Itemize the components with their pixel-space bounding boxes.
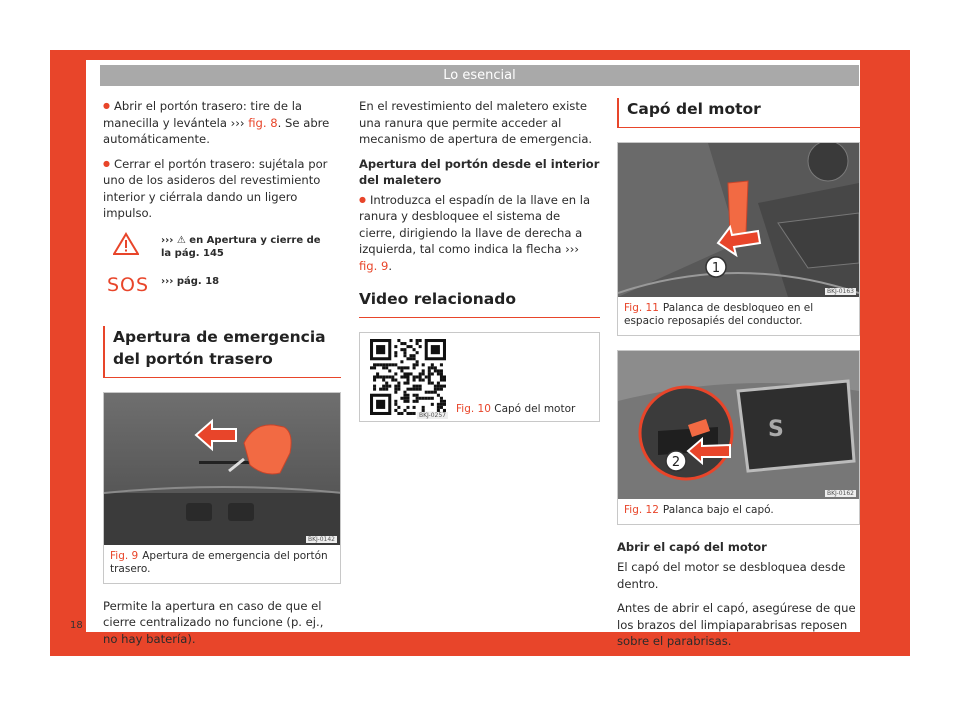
hood-para-1: El capó del motor se desbloquea desde dentro. <box>617 560 846 591</box>
emergency-para: Permite la apertura en caso de que el cierre centralizado no funcione (p. ej., no hay batería). <box>103 598 324 646</box>
fig12-photo <box>618 351 859 499</box>
subhead-open-hood: Abrir el capó del motor <box>617 540 767 554</box>
fig9-illustration <box>104 393 340 545</box>
section-title-video: Video relacionado <box>359 288 600 318</box>
column-2 <box>359 98 600 422</box>
fig9-photo <box>104 393 340 545</box>
fig12-marker: 2 <box>671 455 681 470</box>
section-title-hood: Capó del motor <box>617 98 860 128</box>
qr-code-icon[interactable] <box>370 339 446 419</box>
page-number: 18 <box>70 620 83 631</box>
figure-10 <box>359 332 600 422</box>
fig11-caption: Fig. 11 Palanca de desbloqueo en el espacio reposapiés del conductor. <box>624 302 814 327</box>
subhead-open-from-inside: Apertura del portón desde el interior del maletero <box>359 156 600 187</box>
figure-11 <box>617 142 860 336</box>
link-fig8[interactable]: fig. 8 <box>248 115 278 130</box>
fig10-code: BKJ-0257 <box>418 412 446 419</box>
link-fig9[interactable]: fig. 9 <box>359 258 389 273</box>
fig9-caption: Fig. 9 Apertura de emergencia del portón trasero. <box>110 549 328 575</box>
fig12-code: BKJ-0162 <box>826 490 854 497</box>
figure-9 <box>103 392 341 584</box>
warning-triangle-icon <box>113 232 139 256</box>
column-3 <box>617 98 860 658</box>
fig12-illustration <box>618 351 859 499</box>
fig10-caption: Fig. 10 Capó del motor <box>456 403 576 415</box>
column-1 <box>103 98 341 655</box>
warning-ref-page18[interactable]: ››› pág. 18 <box>161 275 220 287</box>
header-title: Lo esencial <box>100 65 859 86</box>
svg-text:S: S <box>768 417 784 442</box>
figure-12 <box>617 350 860 525</box>
bullet-close-tailgate: ● Cerrar el portón trasero: sujétala por uno de los asideros del revestimiento interior y ciérrala dando un ligero impulso. <box>103 156 341 222</box>
fig11-illustration <box>618 143 859 297</box>
fig11-marker: 1 <box>711 261 721 276</box>
fig9-code: BKJ-0142 <box>307 535 335 543</box>
section-title-emergency-tailgate: Apertura de emergencia del portón trasero <box>103 326 341 378</box>
bullet-insert-key: ● Introduzca el espadín de la llave en la ranura y desbloquee el sistema de cierre, dirigiendo la llave de derecha a izquierda, tal como indica la flecha ››› fig. 9. <box>359 192 600 275</box>
fig11-code: BKJ-0163 <box>826 288 854 295</box>
warning-box <box>103 232 341 306</box>
fig12-caption: Fig. 12 Palanca bajo el capó. <box>624 504 774 516</box>
trunk-slot-para: En el revestimiento del maletero existe una ranura que permite acceder al mecanismo de apertura de emergencia. <box>359 99 593 146</box>
fig11-photo <box>618 143 859 297</box>
sos-icon: SOS <box>107 273 150 296</box>
hood-para-2: Antes de abrir el capó, asegúrese de que los brazos del limpiaparabrisas reposen sobre el parabrisas. <box>617 601 856 648</box>
bullet-open-tailgate: ● Abrir el portón trasero: tire de la manecilla y levántela ››› fig. 8. Se abre automáticamente. <box>103 98 341 148</box>
warning-ref-apertura[interactable]: ››› ⚠ en Apertura y cierre de la pág. 145 <box>161 234 321 259</box>
